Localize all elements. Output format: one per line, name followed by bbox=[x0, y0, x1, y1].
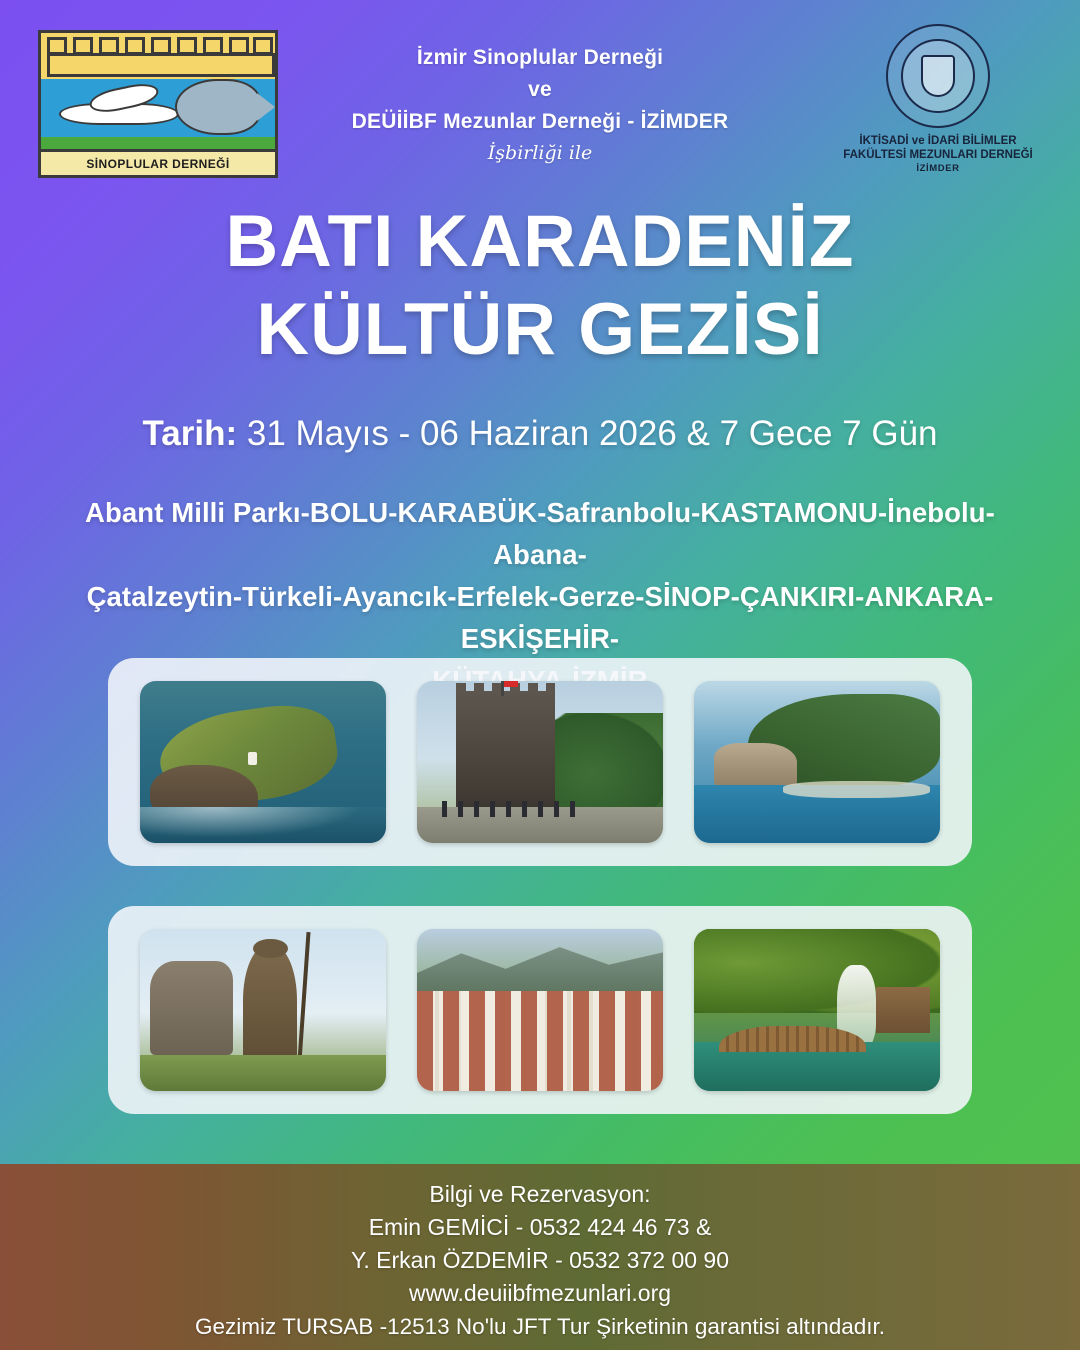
title-line-1: BATI KARADENİZ bbox=[225, 201, 855, 282]
university-faculty-line-1: İKTİSADİ ve İDARİ BİLİMLER bbox=[859, 135, 1017, 147]
photo-erfelek-waterfall bbox=[694, 929, 940, 1091]
organizer-line-1: İzmir Sinoplular Derneği bbox=[416, 46, 664, 69]
collaboration-note: İşbirliği ile bbox=[487, 142, 593, 164]
university-association-abbr: İZİMDER bbox=[916, 163, 960, 174]
logo-band-text: SİNOPLULAR DERNEĞİ bbox=[86, 156, 230, 171]
photo-sinop-cape-aerial bbox=[140, 681, 386, 843]
university-faculty-line-2: FAKÜLTESİ MEZUNLARI DERNEĞİ bbox=[843, 149, 1033, 161]
date-label: Tarih: bbox=[142, 414, 238, 453]
poster-footer bbox=[0, 1164, 1080, 1350]
photo-black-sea-coastline bbox=[694, 681, 940, 843]
photo-safranbolu-old-town bbox=[417, 929, 663, 1091]
logo-band bbox=[41, 149, 275, 175]
gallery-row-1 bbox=[108, 658, 972, 866]
route-line-1: Abant Milli Parkı-BOLU-KARABÜK-Safranbolu-KASTAMONU-İnebolu-Abana- bbox=[85, 497, 995, 570]
poster-title bbox=[0, 198, 1080, 374]
dokuz-eylul-university-logo bbox=[830, 24, 1046, 192]
poster-header bbox=[0, 0, 1080, 196]
sinoplular-dernegi-logo bbox=[38, 30, 278, 178]
tour-date-line bbox=[0, 412, 1080, 456]
route-line-2: Çatalzeytin-Türkeli-Ayancık-Erfelek-Gerze-SİNOP-ÇANKIRI-ANKARA-ESKİŞEHİR- bbox=[86, 581, 994, 654]
photo-statue-monument bbox=[140, 929, 386, 1091]
gallery-row-2 bbox=[108, 906, 972, 1114]
organizers-block bbox=[290, 42, 790, 164]
organizer-line-2: ve bbox=[528, 78, 552, 101]
university-seal-icon bbox=[886, 24, 990, 128]
seal-crest bbox=[921, 55, 955, 97]
date-value: 31 Mayıs - 06 Haziran 2026 & 7 Gece 7 Gün bbox=[246, 414, 938, 453]
footer-website-link[interactable]: www.deuiibfmezunlari.org bbox=[408, 1280, 672, 1306]
photo-castle-tower bbox=[417, 681, 663, 843]
title-line-2: KÜLTÜR GEZİSİ bbox=[256, 289, 824, 370]
seagull-icon bbox=[59, 85, 189, 141]
footer-contact-1[interactable]: Emin GEMİCİ - 0532 424 46 73 & bbox=[368, 1214, 712, 1240]
fish-icon bbox=[175, 79, 261, 135]
logo-wall-band bbox=[47, 53, 275, 77]
footer-heading: Bilgi ve Rezervasyon: bbox=[429, 1181, 651, 1207]
footer-contact-2[interactable]: Y. Erkan ÖZDEMİR - 0532 372 00 90 bbox=[351, 1247, 729, 1273]
footer-guarantee-note: Gezimiz TURSAB -12513 No'lu JFT Tur Şirketinin garantisi altındadır. bbox=[195, 1314, 885, 1339]
organizer-line-3: DEÜİİBF Mezunlar Derneği - İZİMDER bbox=[351, 110, 729, 133]
